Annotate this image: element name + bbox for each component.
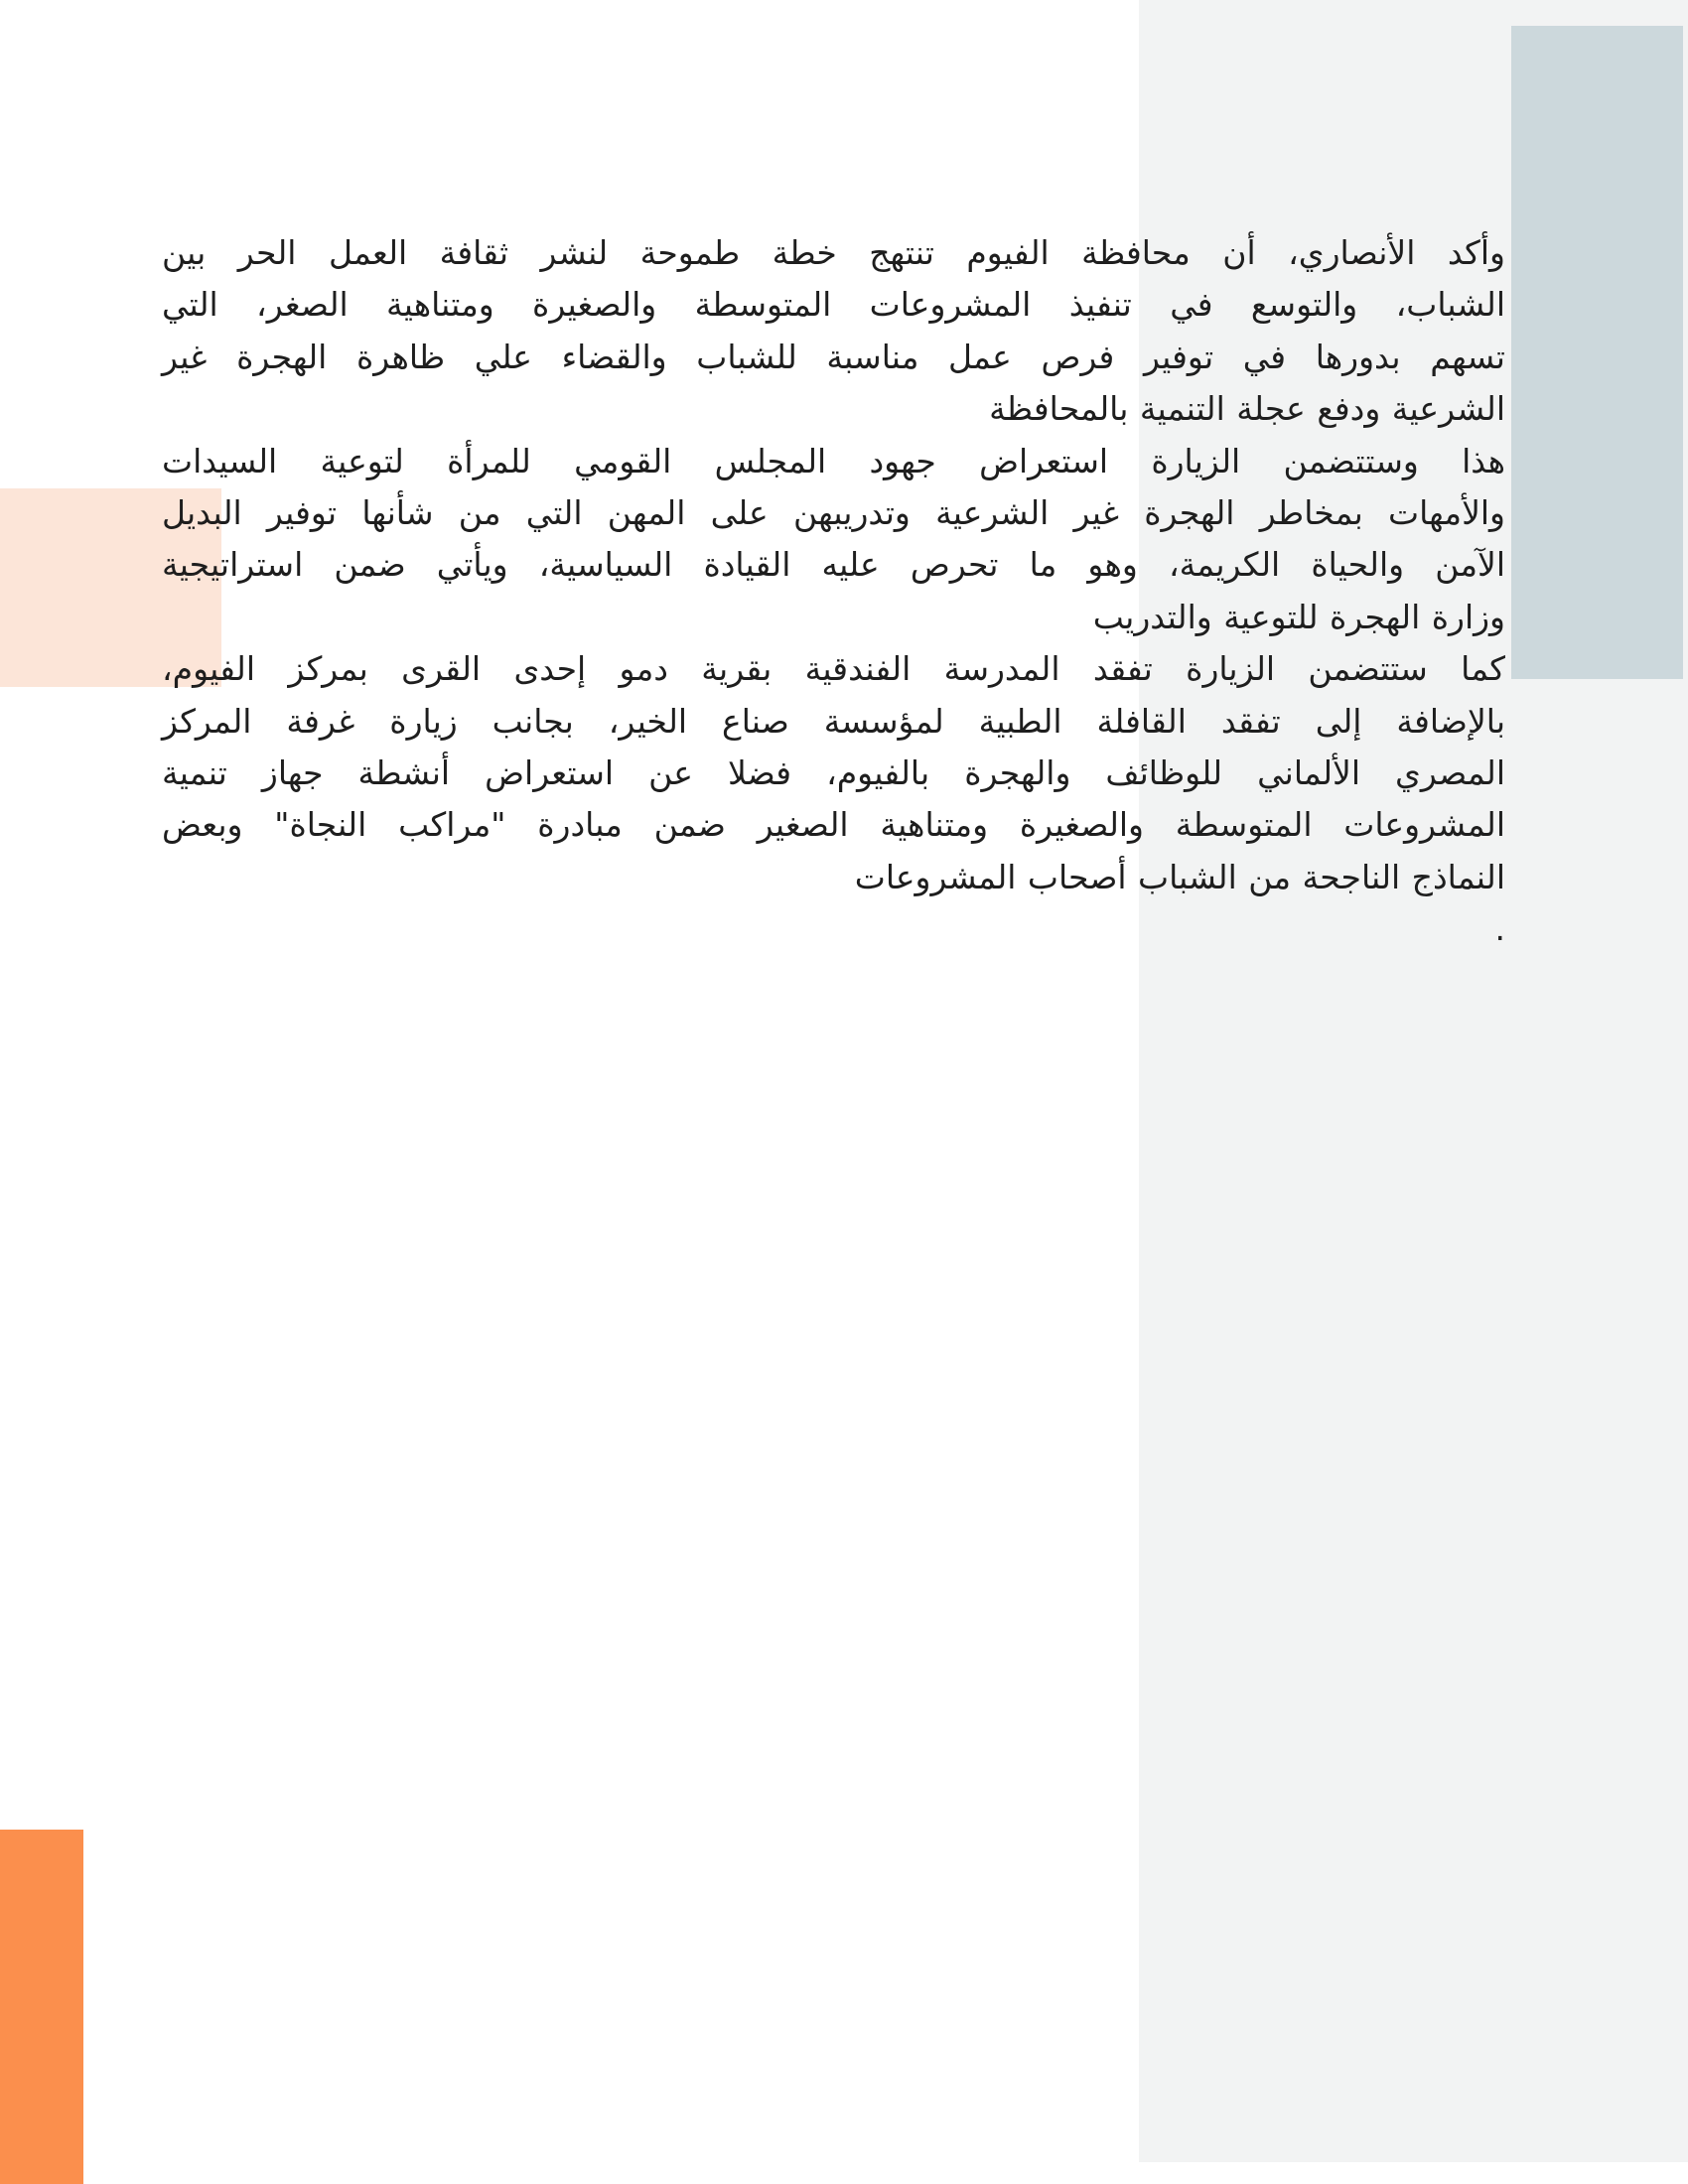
text-line: الشرعية ودفع عجلة التنمية بالمحافظة [989,389,1505,429]
paragraph-end-period: . [1494,909,1505,949]
text-line: المصري الألماني للوظائف والهجرة بالفيوم، فضلا عن استعراض أنشطة جهاز تنمية [162,753,1505,793]
text-line: وزارة الهجرة للتوعية والتدريب [1092,597,1505,636]
article-body [162,227,1505,956]
text-line: الآمن والحياة الكريمة، وهو ما تحرص عليه القيادة السياسية، ويأتي ضمن استراتيجية [162,545,1505,585]
text-line: كما ستتضمن الزيارة تفقد المدرسة الفندقية بقرية دمو إحدى القرى بمركز الفيوم، [162,649,1505,689]
text-line: هذا وستتضمن الزيارة استعراض جهود المجلس القومي للمرأة لتوعية السيدات [162,441,1505,480]
text-line: تسهم بدورها في توفير فرص عمل مناسبة للشباب والقضاء علي ظاهرة الهجرة غير [162,337,1505,376]
text-line: بالإضافة إلى تفقد القافلة الطبية لمؤسسة صناع الخير، بجانب زيارة غرفة المركز [162,701,1505,741]
text-line: وأكد الأنصاري، أن محافظة الفيوم تنتهج خطة طموحة لنشر ثقافة العمل الحر بين [162,233,1505,272]
text-line: والأمهات بمخاطر الهجرة غير الشرعية وتدريبهن على المهن التي من شأنها توفير البديل [162,493,1505,533]
top-right-blue-accent-block [1511,26,1683,679]
text-line: النماذج الناجحة من الشباب أصحاب المشروعات [854,857,1505,896]
text-line: الشباب، والتوسع في تنفيذ المشروعات المتوسطة والصغيرة ومتناهية الصغر، التي [162,285,1505,325]
text-line: المشروعات المتوسطة والصغيرة ومتناهية الصغير ضمن مبادرة "مراكب النجاة" وبعض [162,805,1505,845]
bottom-left-orange-accent-block [0,1830,83,2184]
